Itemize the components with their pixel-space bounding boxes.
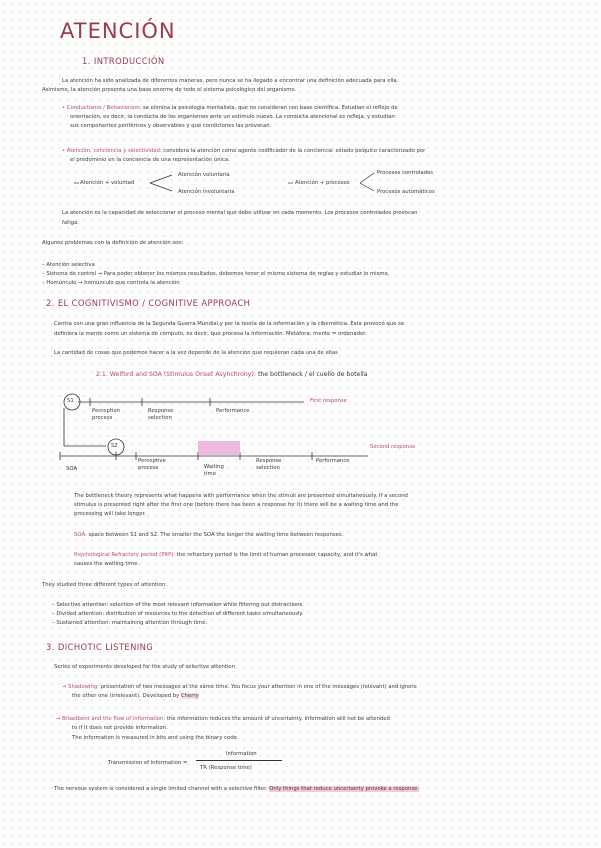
section-1-heading: 1. INTRODUCCIÓN bbox=[82, 56, 165, 66]
formula-numerator: Information bbox=[226, 751, 257, 757]
formula-denominator: TR (Response time) bbox=[200, 765, 252, 771]
prp-definition-2: causes the waiting time. bbox=[74, 561, 140, 567]
voluntad-term: • Atención, conciencia y selectividad: bbox=[62, 148, 162, 154]
cognitivism-line-1: Centra con una gran influencia de la Segunda Guerra Mundial y por la teoría de la información y la cibernética. Esta provocó que se bbox=[54, 321, 405, 327]
soa-definition: space between S1 and S2. The smaller the SOA the longer the waiting time between responses. bbox=[88, 532, 344, 538]
shadowing-line-2: the other one (irrelevant). Developed by bbox=[72, 693, 180, 699]
second-response-label: Second response bbox=[370, 444, 416, 450]
broadbent-term: → Broadbent and the flow of information: bbox=[56, 716, 166, 722]
section-2-heading: 2. EL COGNITIVISMO / COGNITIVE APPROACH bbox=[46, 298, 251, 308]
conductismo-term: • Conductismo / Behaviorism: bbox=[62, 105, 142, 111]
conductismo-line-2: orientación, es decir, la conducta de los organismos ante un estímulo nuevo. La conducta atencional es refleja, y estudian bbox=[70, 114, 395, 120]
problem-3: – Homúnculo → homúnculo que controla la atención bbox=[42, 280, 180, 286]
bottleneck-line-2: stimulus is presented right after the first one (before there has been a response for it) there will be a waiting time and the bbox=[74, 502, 399, 508]
bottleneck-line-3: processing will take longer. bbox=[74, 511, 146, 517]
cognitivism-line-3: La cantidad de cosas que podemos hacer a la vez depende de la atención que requieran cada una de ellas bbox=[54, 350, 338, 356]
shadowing-line-1: presentation of two messages at the same time. You focus your attention in one of the messages (relevant) and ignore bbox=[100, 684, 417, 690]
capacidad-line-2: fatiga. bbox=[62, 220, 79, 226]
broadbent-line-2: to if it does not provide information. bbox=[72, 725, 168, 731]
problemas-intro: Algunos problemas con la definición de atención son: bbox=[42, 240, 184, 246]
broadbent-line-1: the information reduces the amount of uncertainty. Information will not be attended bbox=[166, 716, 390, 722]
diag-right-root: Atención + procesos bbox=[295, 180, 350, 186]
performance-label: Performance bbox=[216, 408, 250, 414]
subsection-heading-rest: the bottleneck / el cuello de botella bbox=[257, 371, 368, 378]
intro-line-1: La atención ha sido analizada de diferentes maneras, pero nunca se ha llegado a encontrar una definición adecuada para ella. bbox=[62, 78, 399, 84]
broadbent-line-3: The information is measured in bits and using the binary code. bbox=[72, 735, 239, 741]
attention-type-1: – Selective attention: selection of the most relevant information while filtering out distractions. bbox=[52, 602, 304, 608]
section-3-heading: 3. DICHOTIC LISTENING bbox=[46, 642, 154, 652]
voluntad-line-1: considera la atención como agente codificador de la conciencia: estado psíquico caracterizado por bbox=[163, 148, 426, 154]
subsection-heading: 2.1. Welford and SOA (Stimulus Onset Asynchrony): bbox=[96, 371, 256, 378]
bottleneck-line-1: The bottleneck theory represents what happens with performance when the stimuli are presented simultaneously. If a second bbox=[74, 493, 408, 499]
diag-right-b: Procesos automáticos bbox=[377, 189, 435, 195]
series-line: Series of experiments developed for the study of selective attention bbox=[54, 664, 235, 670]
problem-2-desc: Para poder obtener los mismos resultados, debemos tener el mismo sistema de reglas y estudiar lo mismo. bbox=[103, 271, 390, 277]
shadowing-term: → Shadowing: bbox=[62, 684, 99, 690]
soa-label: SOA bbox=[66, 466, 78, 472]
perceptive-label: Perceptive process bbox=[138, 458, 166, 471]
types-intro: They studied three different types of attention: bbox=[42, 582, 167, 588]
response-selection-2-label: Response selection bbox=[256, 458, 282, 471]
attention-type-2: – Divided attention: distribution of resources to the detection of different tasks simultaneously. bbox=[52, 611, 304, 617]
conductismo-line-1: se elimina la psicología mentalista, que no consideran con base científica. Estudian el reflejo de bbox=[142, 105, 398, 111]
attention-type-3: – Sustained attention: maintaining attention through time. bbox=[52, 620, 208, 626]
waiting-label: Waiting time bbox=[204, 464, 224, 477]
capacidad-line-1: La atención es la capacidad de seleccionar el proceso mental que debe utilizar en cada momento. Los procesos controlados provocan bbox=[62, 210, 418, 216]
prp-term: Psychological Refractory period (PRP): bbox=[74, 552, 176, 558]
cognitivism-line-2: definiera la mente como un sistema de computo, es decir, que procesa la información. Metáfora: mente = ordenador. bbox=[54, 331, 367, 337]
formula-label: Transmission of information = bbox=[108, 760, 188, 766]
s2-label: S2 bbox=[111, 443, 118, 449]
voluntad-line-2: el predominio en la conciencia de una representación única. bbox=[70, 157, 230, 163]
diag-left-b: Atención involuntaria bbox=[178, 189, 235, 195]
first-response-label: First response bbox=[310, 398, 347, 404]
nervous-highlight: Only things that reduce uncertainty provoke a response. bbox=[269, 786, 420, 792]
response-selection-label: Response selection bbox=[148, 408, 174, 421]
perception-label: Perception process bbox=[92, 408, 121, 421]
soa-term: SOA: bbox=[74, 532, 87, 538]
diag-left-root: Atención + voluntad bbox=[80, 180, 135, 186]
s1-label: S1 bbox=[67, 398, 74, 404]
prp-definition-1: the refractory period is the limit of human processor capacity, and it's what bbox=[176, 552, 378, 558]
conductismo-line-3: sus componentes periféricos y observables y qué condiciones las provocan. bbox=[70, 123, 272, 129]
problem-1: – Atención selectiva bbox=[42, 262, 95, 268]
nervous-line: The nervous system is considered a single limited channel with a selective filter. bbox=[54, 786, 268, 792]
intro-line-2: Asimismo, la atención presenta una base enorme de todo el sistema psicológico del organismo. bbox=[42, 87, 297, 93]
shadowing-name: Cherry bbox=[180, 693, 199, 699]
page-title: ATENCIÓN bbox=[60, 19, 176, 43]
performance-2-label: Performance bbox=[316, 458, 350, 464]
problem-2-term: – Sistema de control → bbox=[42, 271, 103, 277]
diag-right-a: Procesos controlados bbox=[377, 170, 433, 176]
diag-left-a: Atención voluntaria bbox=[178, 172, 230, 178]
